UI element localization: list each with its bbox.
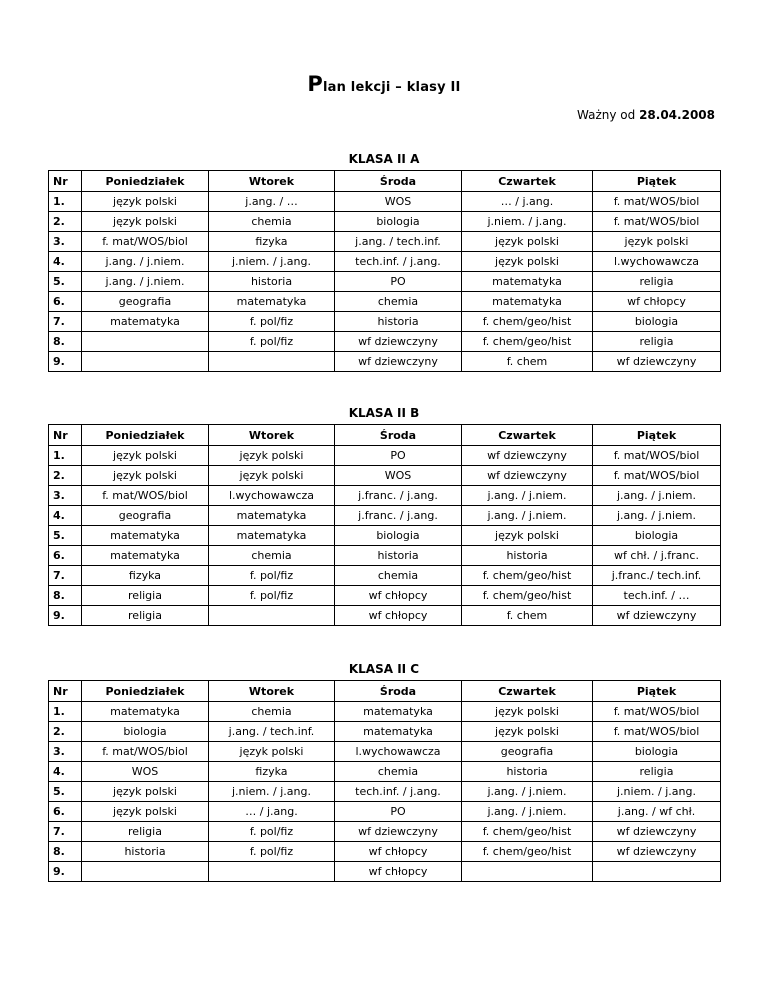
header-nr: Nr: [49, 681, 82, 702]
table-row: [49, 606, 721, 626]
header-day: Wtorek: [209, 425, 335, 446]
lesson-cell: wf chłopcy: [335, 606, 462, 626]
lesson-number: 9.: [49, 606, 82, 626]
valid-from-date: 28.04.2008: [639, 108, 715, 122]
header-row: [49, 425, 721, 446]
header-day: Wtorek: [209, 681, 335, 702]
lesson-cell: l.wychowawcza: [335, 742, 462, 762]
lesson-number: 7.: [49, 566, 82, 586]
lesson-number: 4.: [49, 762, 82, 782]
lesson-cell: j.franc. / j.ang.: [335, 506, 462, 526]
lesson-cell: j.niem. / j.ang.: [209, 782, 335, 802]
lesson-cell: historia: [335, 312, 462, 332]
lesson-cell: wf dziewczyny: [335, 822, 462, 842]
lesson-cell: j.ang. / j.niem.: [462, 486, 593, 506]
lesson-cell: biologia: [593, 312, 721, 332]
valid-from-label: Ważny od: [577, 108, 636, 122]
table-row: [49, 526, 721, 546]
lesson-cell: historia: [335, 546, 462, 566]
lesson-cell: f. chem/geo/hist: [462, 312, 593, 332]
lesson-cell: j.niem. / j.ang.: [209, 252, 335, 272]
lesson-cell: f. pol/fiz: [209, 566, 335, 586]
header-day: Poniedziałek: [82, 171, 209, 192]
header-day: Środa: [335, 681, 462, 702]
lesson-number: 1.: [49, 702, 82, 722]
timetable-b: [48, 424, 721, 626]
lesson-cell: chemia: [209, 212, 335, 232]
lesson-cell: f. mat/WOS/biol: [82, 742, 209, 762]
lesson-number: 1.: [49, 446, 82, 466]
header-day: Czwartek: [462, 171, 593, 192]
lesson-number: 6.: [49, 802, 82, 822]
lesson-cell: język polski: [462, 526, 593, 546]
lesson-cell: matematyka: [462, 272, 593, 292]
table-row: [49, 312, 721, 332]
lesson-cell: wf dziewczyny: [593, 606, 721, 626]
lesson-number: 9.: [49, 862, 82, 882]
lesson-cell: język polski: [82, 802, 209, 822]
lesson-cell: j.ang. / tech.inf.: [209, 722, 335, 742]
lesson-cell: wf dziewczyny: [593, 822, 721, 842]
table-row: [49, 486, 721, 506]
timetable-a: [48, 170, 721, 372]
header-day: Piątek: [593, 425, 721, 446]
lesson-number: 8.: [49, 842, 82, 862]
lesson-cell: j.niem. / j.ang.: [593, 782, 721, 802]
lesson-cell: j.franc. / j.ang.: [335, 486, 462, 506]
class-label-c: KLASA II C: [348, 662, 420, 676]
lesson-cell: f. chem: [462, 352, 593, 372]
lesson-cell: język polski: [462, 722, 593, 742]
lesson-number: 2.: [49, 722, 82, 742]
lesson-number: 9.: [49, 352, 82, 372]
lesson-cell: historia: [82, 842, 209, 862]
lesson-cell: j.ang. / tech.inf.: [335, 232, 462, 252]
lesson-cell: PO: [335, 446, 462, 466]
lesson-cell: f. pol/fiz: [209, 822, 335, 842]
table-row: [49, 252, 721, 272]
lesson-cell: wf dziewczyny: [335, 332, 462, 352]
lesson-cell: matematyka: [335, 702, 462, 722]
table-row: [49, 762, 721, 782]
lesson-cell: wf chł. / j.franc.: [593, 546, 721, 566]
lesson-cell: f. chem/geo/hist: [462, 822, 593, 842]
lesson-cell: wf chłopcy: [335, 842, 462, 862]
table-row: [49, 862, 721, 882]
lesson-cell: język polski: [593, 232, 721, 252]
lesson-cell: język polski: [209, 466, 335, 486]
lesson-cell: [209, 606, 335, 626]
lesson-cell: język polski: [462, 702, 593, 722]
lesson-cell: tech.inf. / …: [593, 586, 721, 606]
table-row: [49, 546, 721, 566]
lesson-cell: język polski: [82, 446, 209, 466]
lesson-cell: religia: [593, 762, 721, 782]
lesson-cell: [82, 352, 209, 372]
header-day: Poniedziałek: [82, 425, 209, 446]
lesson-cell: j.ang. / j.niem.: [462, 782, 593, 802]
lesson-cell: wf dziewczyny: [462, 466, 593, 486]
lesson-cell: j.franc./ tech.inf.: [593, 566, 721, 586]
lesson-cell: język polski: [462, 252, 593, 272]
lesson-cell: matematyka: [209, 292, 335, 312]
lesson-cell: historia: [209, 272, 335, 292]
table-row: [49, 506, 721, 526]
header-day: Czwartek: [462, 681, 593, 702]
lesson-cell: f. chem/geo/hist: [462, 842, 593, 862]
lesson-cell: f. chem/geo/hist: [462, 332, 593, 352]
lesson-cell: [209, 352, 335, 372]
table-row: [49, 352, 721, 372]
table-row: [49, 212, 721, 232]
lesson-number: 7.: [49, 822, 82, 842]
table-row: [49, 566, 721, 586]
lesson-number: 7.: [49, 312, 82, 332]
lesson-cell: biologia: [335, 212, 462, 232]
lesson-cell: f. mat/WOS/biol: [593, 702, 721, 722]
lesson-cell: l.wychowawcza: [209, 486, 335, 506]
lesson-number: 4.: [49, 506, 82, 526]
lesson-cell: chemia: [335, 566, 462, 586]
lesson-cell: biologia: [593, 742, 721, 762]
title-rest: lan lekcji – klasy II: [323, 80, 461, 95]
lesson-cell: WOS: [335, 192, 462, 212]
lesson-cell: j.ang. / j.niem.: [593, 506, 721, 526]
lesson-cell: f. chem/geo/hist: [462, 586, 593, 606]
lesson-cell: fizyka: [82, 566, 209, 586]
lesson-cell: [82, 862, 209, 882]
lesson-cell: j.ang. / j.niem.: [593, 486, 721, 506]
lesson-cell: j.ang. / j.niem.: [462, 506, 593, 526]
table-row: [49, 332, 721, 352]
table-row: [49, 292, 721, 312]
lesson-cell: matematyka: [209, 506, 335, 526]
lesson-cell: matematyka: [82, 526, 209, 546]
lesson-cell: … / j.ang.: [209, 802, 335, 822]
title-first-letter: P: [307, 72, 323, 96]
header-day: Piątek: [593, 171, 721, 192]
lesson-cell: j.ang. / j.niem.: [82, 252, 209, 272]
table-row: [49, 272, 721, 292]
lesson-cell: j.ang. / j.niem.: [82, 272, 209, 292]
lesson-cell: geografia: [82, 506, 209, 526]
table-row: [49, 802, 721, 822]
table-row: [49, 702, 721, 722]
valid-from: [577, 108, 715, 122]
lesson-cell: matematyka: [335, 722, 462, 742]
lesson-cell: tech.inf. / j.ang.: [335, 252, 462, 272]
lesson-cell: język polski: [82, 192, 209, 212]
lesson-cell: PO: [335, 272, 462, 292]
lesson-cell: f. pol/fiz: [209, 842, 335, 862]
lesson-cell: WOS: [82, 762, 209, 782]
header-row: [49, 681, 721, 702]
lesson-cell: tech.inf. / j.ang.: [335, 782, 462, 802]
lesson-cell: religia: [82, 822, 209, 842]
lesson-cell: religia: [593, 332, 721, 352]
lesson-cell: chemia: [209, 702, 335, 722]
lesson-cell: f. mat/WOS/biol: [82, 486, 209, 506]
lesson-cell: biologia: [335, 526, 462, 546]
class-label-a: KLASA II A: [348, 152, 420, 166]
header-day: Wtorek: [209, 171, 335, 192]
header-day: Czwartek: [462, 425, 593, 446]
table-row: [49, 232, 721, 252]
header-nr: Nr: [49, 171, 82, 192]
lesson-cell: matematyka: [82, 546, 209, 566]
header-day: Środa: [335, 171, 462, 192]
lesson-cell: wf dziewczyny: [462, 446, 593, 466]
lesson-cell: [462, 862, 593, 882]
table-row: [49, 742, 721, 762]
lesson-number: 2.: [49, 466, 82, 486]
lesson-cell: chemia: [335, 762, 462, 782]
lesson-cell: historia: [462, 546, 593, 566]
lesson-cell: f. chem/geo/hist: [462, 566, 593, 586]
table-row: [49, 782, 721, 802]
table-row: [49, 722, 721, 742]
lesson-cell: geografia: [462, 742, 593, 762]
lesson-cell: f. mat/WOS/biol: [593, 466, 721, 486]
lesson-cell: f. pol/fiz: [209, 332, 335, 352]
lesson-cell: PO: [335, 802, 462, 822]
lesson-cell: wf dziewczyny: [335, 352, 462, 372]
lesson-cell: chemia: [335, 292, 462, 312]
lesson-cell: f. pol/fiz: [209, 586, 335, 606]
lesson-cell: f. mat/WOS/biol: [593, 722, 721, 742]
lesson-cell: f. pol/fiz: [209, 312, 335, 332]
lesson-cell: [593, 862, 721, 882]
lesson-cell: język polski: [82, 466, 209, 486]
lesson-number: 1.: [49, 192, 82, 212]
class-label-b: KLASA II B: [348, 406, 420, 420]
table-row: [49, 192, 721, 212]
lesson-cell: j.ang. / wf chł.: [593, 802, 721, 822]
lesson-cell: język polski: [82, 212, 209, 232]
lesson-number: 3.: [49, 742, 82, 762]
lesson-cell: f. chem: [462, 606, 593, 626]
lesson-cell: wf chłopcy: [335, 586, 462, 606]
lesson-cell: … / j.ang.: [462, 192, 593, 212]
lesson-cell: wf chłopcy: [335, 862, 462, 882]
lesson-cell: biologia: [82, 722, 209, 742]
table-row: [49, 446, 721, 466]
lesson-cell: matematyka: [462, 292, 593, 312]
lesson-cell: chemia: [209, 546, 335, 566]
page-title: [0, 72, 768, 96]
timetable-c: [48, 680, 721, 882]
lesson-cell: religia: [82, 586, 209, 606]
table-row: [49, 842, 721, 862]
lesson-number: 3.: [49, 232, 82, 252]
lesson-number: 5.: [49, 526, 82, 546]
lesson-cell: wf dziewczyny: [593, 842, 721, 862]
lesson-cell: fizyka: [209, 232, 335, 252]
lesson-cell: f. mat/WOS/biol: [593, 192, 721, 212]
lesson-cell: biologia: [593, 526, 721, 546]
lesson-cell: l.wychowawcza: [593, 252, 721, 272]
lesson-cell: religia: [593, 272, 721, 292]
lesson-number: 2.: [49, 212, 82, 232]
table-row: [49, 586, 721, 606]
lesson-cell: f. mat/WOS/biol: [593, 446, 721, 466]
lesson-cell: matematyka: [209, 526, 335, 546]
lesson-cell: j.niem. / j.ang.: [462, 212, 593, 232]
lesson-cell: wf dziewczyny: [593, 352, 721, 372]
header-day: Piątek: [593, 681, 721, 702]
lesson-cell: matematyka: [82, 702, 209, 722]
header-nr: Nr: [49, 425, 82, 446]
lesson-cell: język polski: [209, 446, 335, 466]
lesson-number: 4.: [49, 252, 82, 272]
lesson-cell: f. mat/WOS/biol: [82, 232, 209, 252]
lesson-cell: historia: [462, 762, 593, 782]
lesson-number: 8.: [49, 586, 82, 606]
table-row: [49, 822, 721, 842]
table-row: [49, 466, 721, 486]
lesson-cell: geografia: [82, 292, 209, 312]
lesson-cell: fizyka: [209, 762, 335, 782]
lesson-cell: język polski: [462, 232, 593, 252]
lesson-number: 6.: [49, 546, 82, 566]
lesson-cell: f. mat/WOS/biol: [593, 212, 721, 232]
lesson-number: 5.: [49, 782, 82, 802]
lesson-cell: język polski: [82, 782, 209, 802]
lesson-cell: religia: [82, 606, 209, 626]
lesson-number: 6.: [49, 292, 82, 312]
lesson-cell: matematyka: [82, 312, 209, 332]
header-row: [49, 171, 721, 192]
lesson-cell: WOS: [335, 466, 462, 486]
lesson-cell: język polski: [209, 742, 335, 762]
lesson-cell: j.ang. / …: [209, 192, 335, 212]
lesson-cell: j.ang. / j.niem.: [462, 802, 593, 822]
lesson-cell: [209, 862, 335, 882]
lesson-cell: [82, 332, 209, 352]
lesson-cell: wf chłopcy: [593, 292, 721, 312]
lesson-number: 3.: [49, 486, 82, 506]
header-day: Poniedziałek: [82, 681, 209, 702]
lesson-number: 5.: [49, 272, 82, 292]
header-day: Środa: [335, 425, 462, 446]
lesson-number: 8.: [49, 332, 82, 352]
